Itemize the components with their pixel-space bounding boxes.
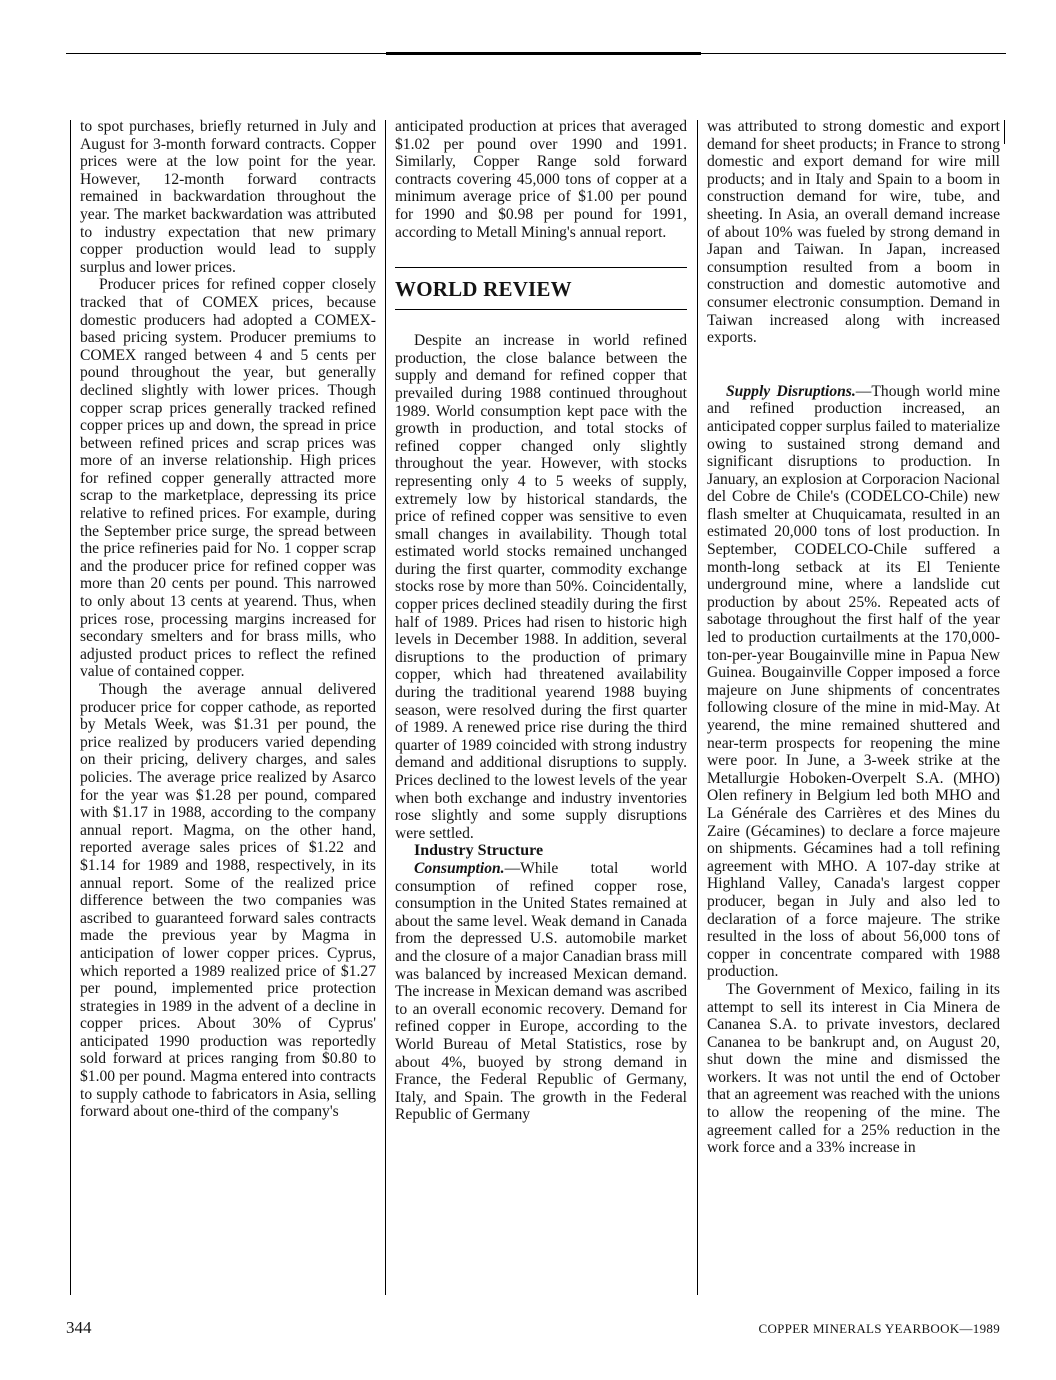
paragraph-text: —While total world consumption of refined copper rose, consumption in the United States remained at about the same level. Weak demand in Canada from the depressed U.S. automobile market and the closure of a major Canadian brass mill was balanced by increased Mexican demand. The increase in Mexican demand was ascribed to an overall economic recovery. Demand for refined copper in Europe, according to the World Bureau of Metal Statistics, rose by about 4%, buoyed by strong demand in France, the Federal Republic of Germany, Italy, and Spain. The growth in the Federal Republic of Germany [395, 859, 687, 1124]
run-in-heading: Consumption. [414, 859, 505, 877]
paragraph: to spot purchases, briefly returned in July and August for 3-month forward contracts. Copper prices were at the low point for the year. However, 12-month forward contracts remained in backwardation throughout the year. The market backwardation was attributed to industry expectation that new primary copper production would lead to supply surplus and lower prices. [80, 118, 376, 276]
column-rule-left [70, 120, 71, 1295]
run-in-heading: Supply Disruptions. [726, 382, 856, 400]
column-rule-middle-right [697, 120, 698, 1295]
paragraph-text: —Though world mine and refined production increased, an anticipated copper surplus failed to materialize owing to sustained strong demand and significant disruptions to production. In January, an explosion at Corporacion Nacional del Cobre de Chile's (CODELCO-Chile) new flash smelter at Chuquicamata, resulted in an estimated 20,000 tons of lost production. In September, CODELCO-Chile suffered a month-long setback at its El Teniente underground mine, where a landslide cut production by about 25%. Repeated acts of sabotage throughout the first half of the year led to production curtailments at the 170,000-ton-per-year Bougainville mine in Papua New Guinea. Bougainville Copper imposed a force majeure on June shipments of concentrates following closure of the mine in mid-May. At yearend, the mine remained shuttered and near-term prospects for reopening the mine were poor. In June, a 3-week strike at the Metallurgie Hoboken-Overpelt S.A. (MHO) Olen refinery in Belgium led both MHO and La Générale des Carrières et des Mines du Zaire (Gécamines) to declare a force majeure on shipments. Gécamines had a toll refining agreement with MHO. A 107-day strike at Highland Valley, Canada's largest copper producer, began in July and also led to declaration of a force majeure. The strike resulted in the loss of about 56,000 tons of copper in concentrate compared with 1988 production. [707, 382, 1000, 981]
text-column-1 [80, 118, 376, 1121]
paragraph: was attributed to strong domestic and export demand for sheet products; in France to strong domestic and export demand for wire mill products; and in Italy and Spain to a boom in construction demand for wire, tube, and sheeting. In Asia, an overall demand increase of about 10% was fueled by strong demand in Japan and Taiwan. In Japan, increased consumption resulted from a boom in construction and domestic automotive and consumer electronic consumption. Demand in Taiwan increased along with increased exports. [707, 118, 1000, 347]
running-title: COPPER MINERALS YEARBOOK—1989 [758, 1321, 1000, 1336]
paragraph: Though the average annual delivered producer price for copper cathode, as reported by Metals Week, was $1.31 per pound, the price realized by producers varied depending on their pricing, delivery charges, and sales policies. The average price realized by Asarco for the year was $1.28 per pound, compared with $1.17 in 1988, according to the company annual report. Magma, on the other hand, reported average sales prices of $1.22 and $1.14 for 1989 and 1988, respectively, in its annual report. Some of the realized price difference between the two companies was ascribed to guaranteed forward sales contracts made the previous year by Magma in anticipation of lower copper prices. Cyprus, which reported a 1989 realized price of $1.27 per pound, implemented price protection strategies in 1989 in the advent of a decline in copper prices. About 30% of Cyprus' anticipated 1990 production was reportedly sold forward at prices ranging from $0.80 to $1.00 per pound. Magma entered into contracts to supply cathode to fabricators in Asia, selling forward about one-third of the company's [80, 681, 376, 1121]
section-title: WORLD REVIEW [395, 277, 572, 302]
text-column-2 [395, 118, 687, 1124]
section-heading-box [395, 267, 687, 310]
paragraph: Despite an increase in world refined production, the close balance between the supply and demand for refined copper that prevailed during 1988 continued throughout 1989. World consumption kept pace with the growth in production, and total stocks of refined copper changed only slightly throughout the year. However, with stocks representing only 4 to 5 weeks of supply, extremely low by historical standards, the price of refined copper was sensitive to even small changes in availability. Though total estimated world stocks remained unchanged during the first quarter, commodity exchange stocks rose by more than 50%. Coincidentally, copper prices declined steadily during the first half of 1989. Prices had risen to historic high levels in December 1988. In addition, several disruptions to the production of primary copper, which had threatened availability during the traditional yearend 1988 buying season, were resolved during the first quarter of 1989. A renewed price rise during the third quarter of 1989 coincided with strong industry demand and additional disruptions to supply. Prices declined to the lowest levels of the year when both exchange and industry inventories rose slightly and some supply disruptions were settled. [395, 332, 687, 842]
paragraph [707, 383, 1000, 981]
subheading: Industry Structure [414, 842, 544, 860]
paragraph [395, 860, 687, 1124]
paragraph: Producer prices for refined copper closely tracked that of COMEX prices, because domestic producers had adopted a COMEX-based pricing system. Producer premiums to COMEX ranged between 4 and 5 cents per pound throughout the year, but generally declined slightly with lower prices. Though copper scrap prices generally tracked refined copper prices up and down, the spread in price between refined prices and scrap prices was more of an inverse relationship. High prices for refined copper generally attracted more scrap to the marketplace, depressing its price relative to refined prices. For example, during the September price surge, the spread between the price refineries paid for No. 1 copper scrap and the producer price for refined copper was more than 20 cents per pound. This narrowed to only about 13 cents at yearend. Thus, when prices rose, processing margins increased for secondary smelters and for brass mills, who adjusted product prices to reflect the refined value of contained copper. [80, 276, 376, 681]
column-rule-middle-left [385, 120, 386, 1295]
column-rule-right [1004, 120, 1005, 144]
paragraph: The Government of Mexico, failing in its attempt to sell its interest in Cia Minera de Cananea S.A. to private investors, declared Cananea to be bankrupt and, on August 20, shut down the mine and dismissed the workers. It was not until the end of October that an agreement was reached with the unions to allow the reopening of the mine. The agreement called for a 25% reduction in the work force and a 33% increase in [707, 980, 1000, 1157]
header-rule-thick [386, 52, 701, 55]
page-number: 344 [66, 1318, 92, 1337]
text-column-3 [707, 118, 1000, 1157]
paragraph: anticipated production at prices that averaged $1.02 per pound over 1990 and 1991. Similarly, Copper Range sold forward contracts covering 45,000 tons of copper at a minimum average price of $1.00 per pound for 1990 and $0.98 per pound for 1991, according to Metall Mining's annual report. [395, 118, 687, 241]
